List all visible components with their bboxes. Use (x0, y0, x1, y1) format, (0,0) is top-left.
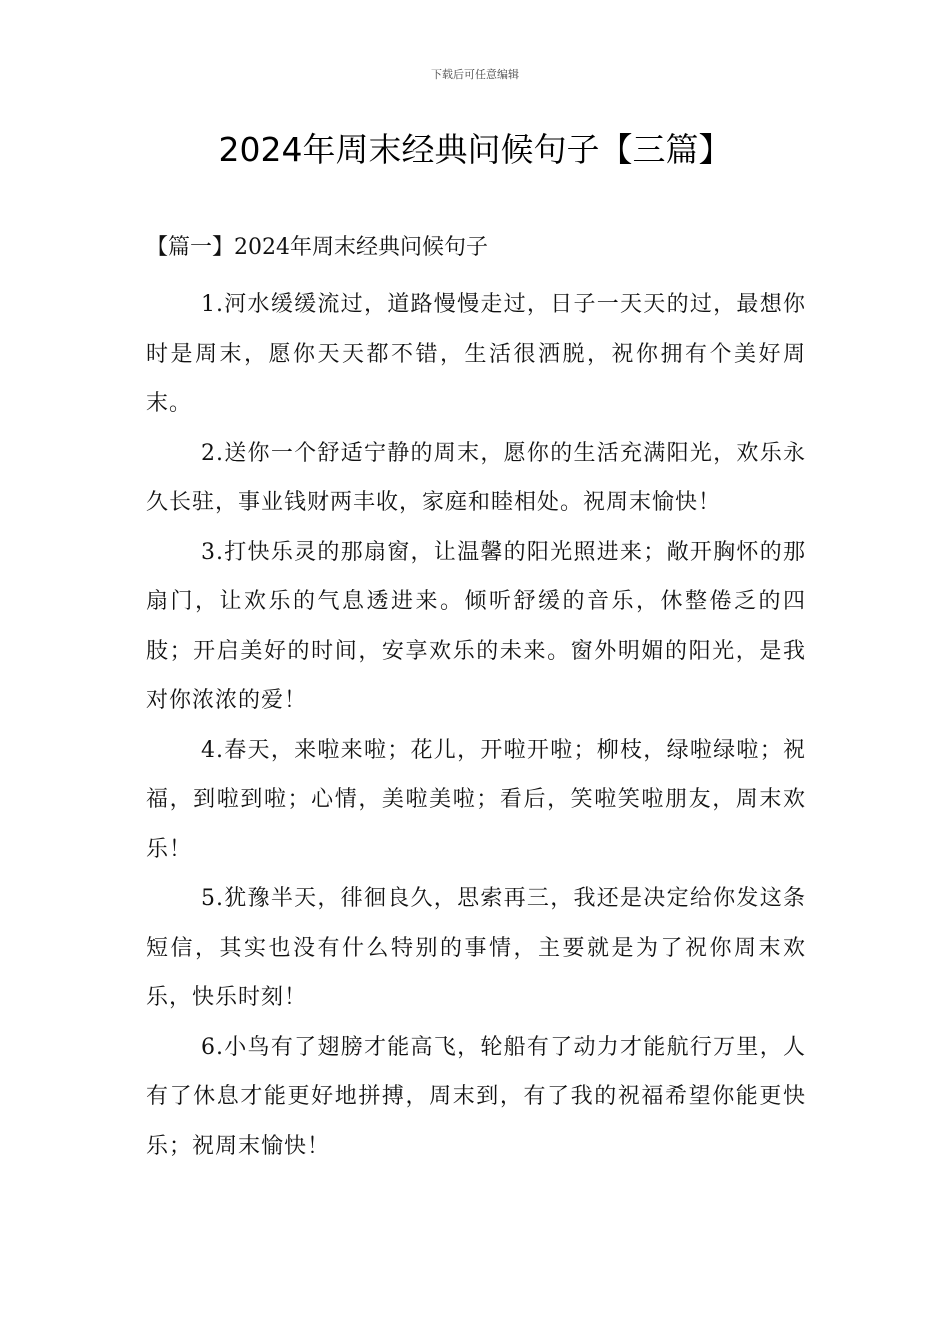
paragraph-4: 4.春天，来啦来啦；花儿，开啦开啦；柳枝，绿啦绿啦；祝福，到啦到啦；心情，美啦美啦；看后，笑啦笑啦朋友，周末欢乐！ (146, 737, 806, 862)
paragraph-6: 6.小鸟有了翅膀才能高飞，轮船有了动力才能航行万里，人有了休息才能更好地拼搏，周末到，有了我的祝福希望你能更快乐；祝周末愉快！ (146, 1034, 806, 1159)
paragraph-1: 1.河水缓缓流过，道路慢慢走过，日子一天天的过，最想你时是周末，愿你天天都不错，生活很洒脱，祝你拥有个美好周末。 (146, 292, 806, 416)
paragraph-2: 2.送你一个舒适宁静的周末，愿你的生活充满阳光，欢乐永久长驻，事业钱财两丰收，家庭和睦相处。祝周末愉快！ (146, 440, 806, 515)
section-heading: 【篇一】2024年周末经典问候句子 (146, 235, 488, 260)
paragraph-3: 3.打快乐灵的那扇窗，让温馨的阳光照进来；敞开胸怀的那扇门，让欢乐的气息透进来。倾听舒缓的音乐，休整倦乏的四肢；开启美好的时间，安享欢乐的未来。窗外明媚的阳光，是我对你浓浓的爱！ (146, 539, 806, 713)
paragraph-5: 5.犹豫半天，徘徊良久，思索再三，我还是决定给你发这条短信，其实也没有什么特别的事情，主要就是为了祝你周末欢乐，快乐时刻！ (146, 886, 806, 1010)
page-title: 2024年周末经典问候句子【三篇】 (218, 130, 732, 169)
header-note: 下载后可任意编辑 (431, 68, 519, 81)
document-body (146, 280, 806, 1171)
